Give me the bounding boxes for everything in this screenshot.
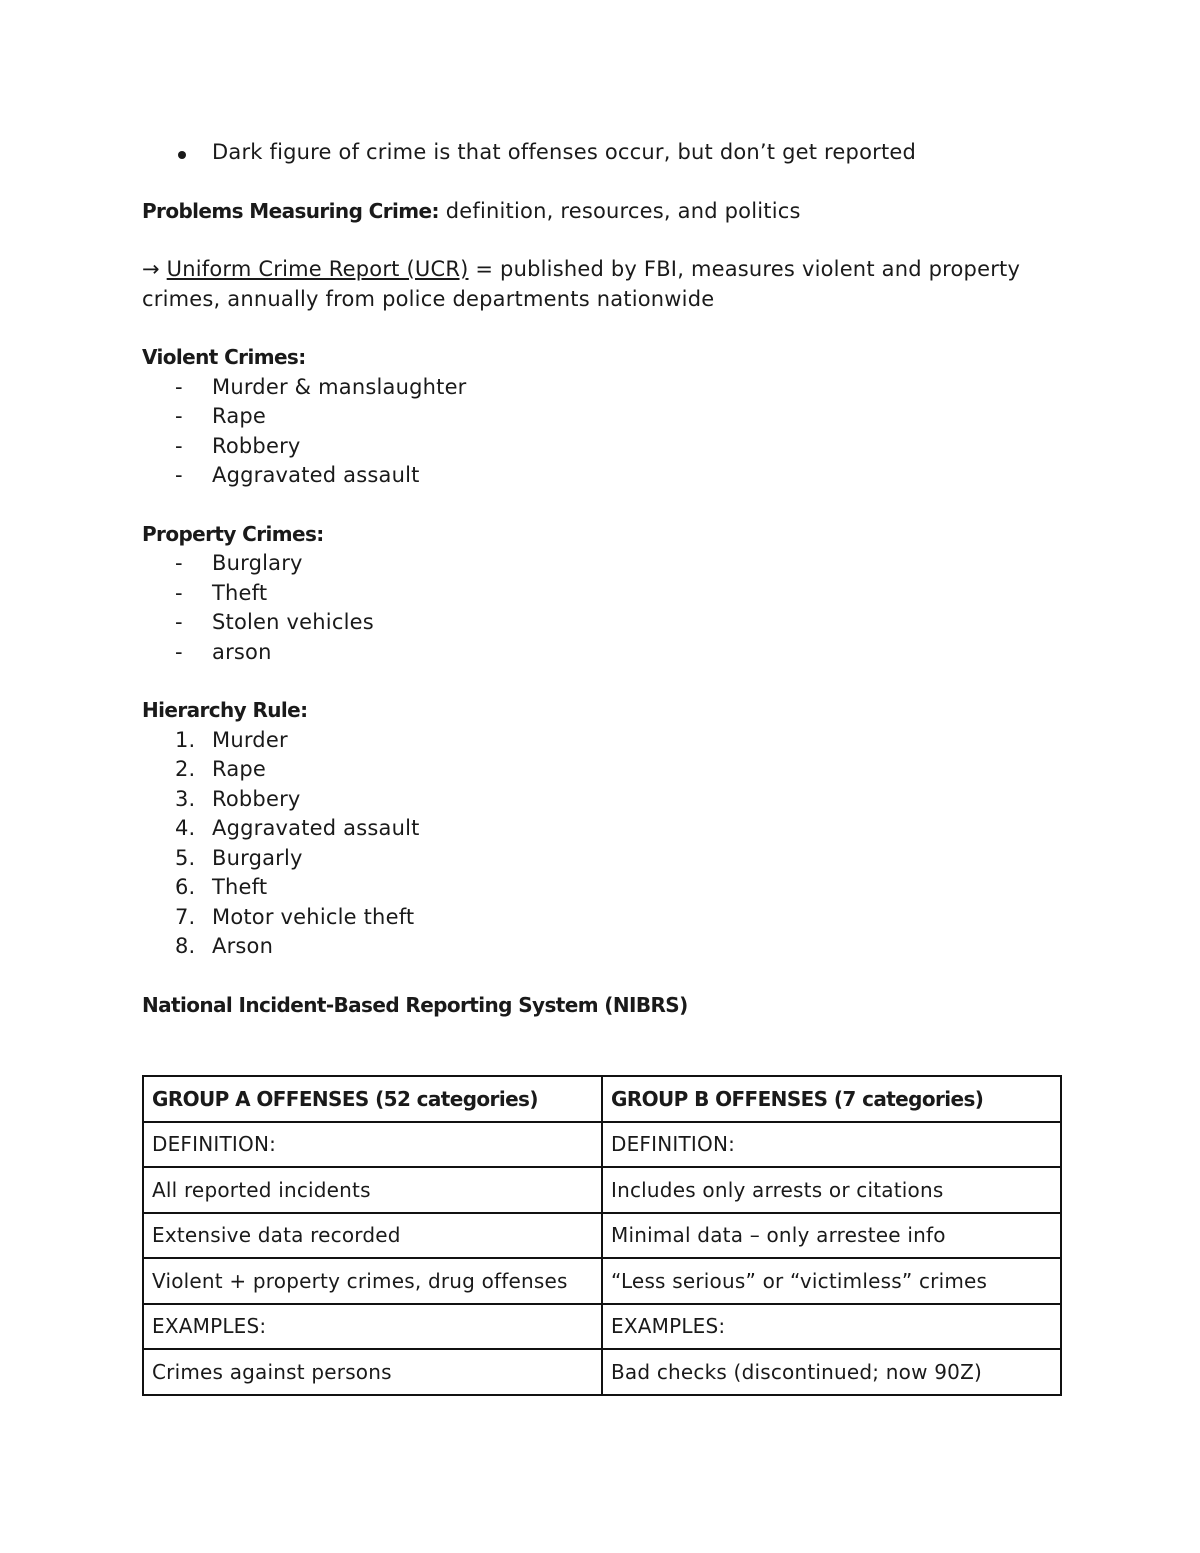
column-header-group-b: GROUP B OFFENSES (7 categories) <box>602 1076 1061 1122</box>
table-row <box>143 1167 1061 1213</box>
nibrs-heading: National Incident-Based Reporting System (NIBRS) <box>142 992 688 1017</box>
table-row <box>143 1122 1061 1168</box>
item-number: 4. <box>175 816 196 840</box>
numbered-item-text: Arson <box>212 934 274 958</box>
list-item <box>142 638 1062 668</box>
table-header-row <box>143 1076 1061 1122</box>
list-item <box>142 579 1062 609</box>
item-number: 8. <box>175 934 196 958</box>
numbered-item <box>142 726 1062 756</box>
hierarchy-rule-section <box>142 696 1062 962</box>
table-row <box>143 1213 1061 1259</box>
numbered-item-text: Motor vehicle theft <box>212 904 415 929</box>
list-item-text: Stolen vehicles <box>212 610 374 634</box>
numbered-item-text: Burgarly <box>212 845 303 870</box>
list-item <box>142 549 1062 579</box>
item-number: 6. <box>175 875 196 899</box>
numbered-item-text: Robbery <box>212 786 301 811</box>
numbered-item <box>142 814 1062 844</box>
dash-marker: - <box>175 433 183 458</box>
numbered-item <box>142 932 1062 962</box>
hierarchy-rule-heading: Hierarchy Rule: <box>142 698 308 722</box>
list-item <box>142 402 1062 432</box>
violent-crimes-section <box>142 343 1062 491</box>
numbered-item <box>142 903 1062 933</box>
table-cell: Crimes against persons <box>143 1349 602 1395</box>
violent-crimes-heading: Violent Crimes: <box>142 345 306 369</box>
problems-paragraph <box>142 197 1062 227</box>
dash-marker: - <box>175 463 183 487</box>
dash-marker: - <box>175 404 183 428</box>
item-number: 5. <box>175 845 196 870</box>
item-number: 3. <box>175 786 196 811</box>
item-number: 7. <box>175 904 196 929</box>
problems-text: definition, resources, and politics <box>438 198 801 223</box>
table-cell: EXAMPLES: <box>602 1304 1061 1350</box>
table-row <box>143 1349 1061 1395</box>
dash-marker: - <box>175 374 183 399</box>
table-cell: Violent + property crimes, drug offenses <box>143 1258 602 1304</box>
numbered-item-text: Murder <box>212 727 288 752</box>
property-crimes-heading: Property Crimes: <box>142 521 324 546</box>
table-cell: All reported incidents <box>143 1167 602 1213</box>
numbered-item <box>142 873 1062 903</box>
table-row <box>143 1258 1061 1304</box>
numbered-item-text: Rape <box>212 757 267 781</box>
table-cell: Bad checks (discontinued; now 90Z) <box>602 1349 1061 1395</box>
item-number: 1. <box>175 727 196 752</box>
list-item-text: Rape <box>212 404 267 428</box>
ucr-paragraph <box>142 255 1062 314</box>
dash-marker: - <box>175 610 183 634</box>
list-item-text: Theft <box>212 580 268 605</box>
table-cell: DEFINITION: <box>602 1122 1061 1168</box>
table-cell: Includes only arrests or citations <box>602 1167 1061 1213</box>
list-item <box>142 608 1062 638</box>
column-header-group-a: GROUP A OFFENSES (52 categories) <box>143 1076 602 1122</box>
list-item <box>142 461 1062 491</box>
table-cell: EXAMPLES: <box>143 1304 602 1350</box>
document-page <box>142 138 1062 1020</box>
ucr-description-line1: = published by FBI, measures violent and property <box>468 257 1021 281</box>
numbered-item <box>142 755 1062 785</box>
dash-marker: - <box>175 580 183 605</box>
property-crimes-section <box>142 520 1062 668</box>
list-item-text: Burglary <box>212 551 303 575</box>
table-cell: Minimal data – only arrestee info <box>602 1213 1061 1259</box>
numbered-item-text: Aggravated assault <box>212 816 420 840</box>
arrow-icon: → <box>142 257 167 281</box>
list-item-text: Murder & manslaughter <box>212 374 467 399</box>
list-item <box>142 373 1062 403</box>
list-item-text: Aggravated assault <box>212 463 420 487</box>
ucr-description-line2: crimes, annually from police departments nationwide <box>142 286 715 311</box>
intro-bullet-text: Dark figure of crime is that offenses occur, but don’t get reported <box>212 140 917 164</box>
table-cell: DEFINITION: <box>143 1122 602 1168</box>
table-cell: Extensive data recorded <box>143 1213 602 1259</box>
list-item-text: Robbery <box>212 433 301 458</box>
numbered-item <box>142 844 1062 874</box>
numbered-item-text: Theft <box>212 875 268 899</box>
numbered-item <box>142 785 1062 815</box>
table-cell: “Less serious” or “victimless” crimes <box>602 1258 1061 1304</box>
list-item <box>142 432 1062 462</box>
nibrs-table <box>142 1075 1062 1396</box>
ucr-term: Uniform Crime Report (UCR) <box>166 257 469 281</box>
list-item-text: arson <box>212 639 272 664</box>
problems-heading: Problems Measuring Crime: <box>142 198 439 223</box>
item-number: 2. <box>175 757 196 781</box>
dash-marker: - <box>175 551 183 575</box>
table-row <box>143 1304 1061 1350</box>
intro-bullet-item <box>142 138 1062 168</box>
dash-marker: - <box>175 639 183 664</box>
